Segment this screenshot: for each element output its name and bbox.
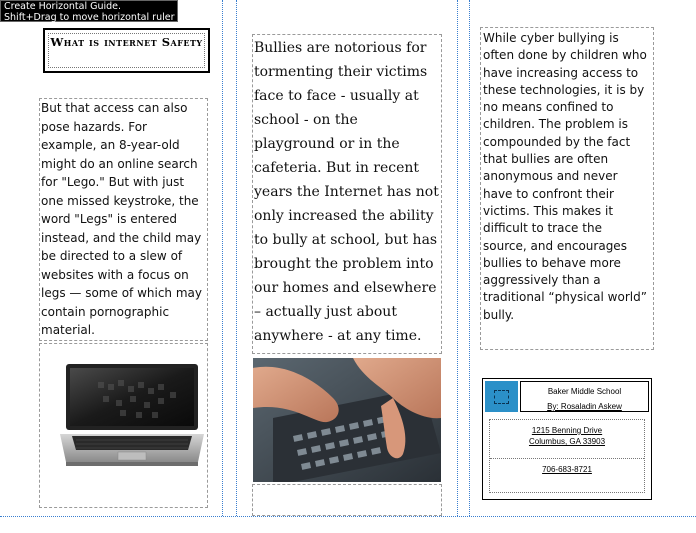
column3-body-text: While cyber bullying is often done by children who have increasing access to these technologies, it is by no means confined to children. The problem is compounded by the fact that bullies are often anonymous and never have to confront their victims. This makes it difficult to trace the source, and encourages bullies to behave more aggressively than a traditional “physical world” bully. [483, 31, 647, 322]
contact-info-box[interactable] [482, 378, 652, 500]
heading-box[interactable] [43, 28, 210, 73]
contact-title-box[interactable] [520, 381, 649, 412]
vertical-guide[interactable] [236, 0, 237, 516]
column2-empty-frame[interactable] [252, 484, 442, 516]
laptop-icon [58, 362, 206, 470]
column2-body-text: Bullies are notorious for tormenting their victims face to face - usually at school - on the playground or in the cafeteria. But in recent years the Internet has not only increased the ability to bully at school, but has brought the problem into our homes and elsewhere – actually just about anywhere - at any time. [254, 40, 439, 344]
placeholder-square-icon [485, 381, 518, 412]
typing-hands-icon [253, 358, 441, 482]
heading-title: What is internet Safety [50, 35, 203, 49]
phone-number: 706-683-8721 [542, 465, 592, 474]
tooltip-line-2: Shift+Drag to move horizontal ruler [4, 12, 175, 23]
address-box[interactable] [489, 419, 645, 493]
guide-tooltip [0, 0, 178, 22]
vertical-guide[interactable] [222, 0, 223, 516]
city-address: Columbus, GA 33903 [528, 437, 606, 446]
horizontal-guide[interactable] [0, 516, 696, 517]
vertical-guide[interactable] [457, 0, 458, 516]
column1-body-text: But that access can also pose hazards. For example, an 8-year-old might do an online search for "Lego." But with just one missed keystroke, the word "Legs" is entered instead, and the child may be directed to a slew of websites with a focus on legs — some of which may contain pornographic material. [41, 101, 202, 337]
author-name: By: Rosaladin Askew [547, 402, 622, 411]
school-name: Baker Middle School [547, 387, 622, 396]
tooltip-line-1: Create Horizontal Guide. [4, 1, 122, 12]
address-divider [490, 458, 644, 459]
vertical-guide[interactable] [469, 0, 470, 516]
street-address: 1215 Benning Drive [531, 426, 603, 435]
placeholder-square-inner [494, 390, 509, 404]
